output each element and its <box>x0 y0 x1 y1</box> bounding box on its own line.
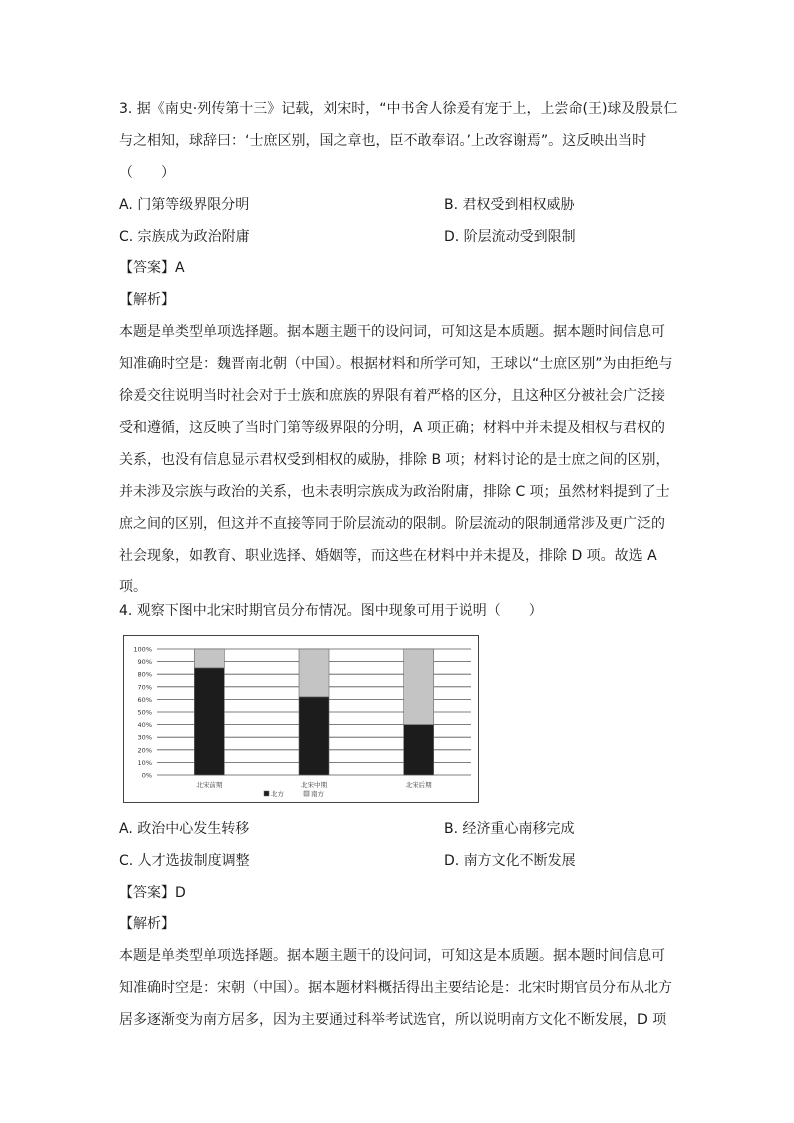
q4-analysis-line: 本题是单类型单项选择题。据本题主题干的设问词，可知这是本质题。据本题时间信息可 <box>119 948 665 964</box>
bar-segment-south <box>194 649 224 668</box>
q3-stem-line-1: 3. 据《南史·列传第十三》记载，刘宋时，“中书舍人徐爰有宠于上，上尝命(王)球及殷景仁 <box>119 101 678 117</box>
y-tick-label: 40% <box>137 721 152 730</box>
q4-option-d: D. 南方文化不断发展 <box>444 853 576 869</box>
y-tick-label: 20% <box>137 746 152 755</box>
q3-stem-line-2: 与之相知，球辞曰：‘士庶区别，国之章也，臣不敢奉诏。’上改容谢焉”。这反映出当时 <box>119 133 647 149</box>
q4-stem: 4. 观察下图中北宋时期官员分布情况。图中现象可用于说明（ ） <box>119 603 543 619</box>
legend-label: 南方 <box>311 790 324 798</box>
q3-option-c: C. 宗族成为政治附庸 <box>119 229 250 245</box>
chart-svg <box>124 636 480 804</box>
y-tick-label: 70% <box>137 683 152 692</box>
q4-option-a: A. 政治中心发生转移 <box>119 821 250 837</box>
q3-stem-line-3: （ ） <box>119 165 175 181</box>
y-tick-label: 100% <box>133 645 152 654</box>
q3-analysis-line: 受和遵循，这反映了当时门第等级界限的分明，A 项正确；材料中并未提及相权与君权的 <box>119 420 666 436</box>
q3-answer: 【答案】A <box>119 260 185 276</box>
legend-swatch-south <box>304 791 309 796</box>
q3-analysis-line: 庶之间的区别，但这并不直接等同于阶层流动的限制。阶层流动的限制通常涉及更广泛的 <box>119 516 665 532</box>
bar-segment-north <box>299 697 329 775</box>
bar-segment-south <box>404 649 434 725</box>
official-distribution-chart <box>123 635 479 803</box>
y-tick-label: 60% <box>137 695 152 704</box>
q3-analysis-line: 徐爰交往说明当时社会对于士族和庶族的界限有着严格的区分，且这种区分被社会广泛接 <box>119 388 665 404</box>
y-tick-label: 50% <box>137 708 152 717</box>
q4-analysis-line: 知准确时空是：宋朝（中国）。据本题材料概括得出主要结论是：北宋时期官员分布从北方 <box>119 980 672 996</box>
legend-swatch-north <box>264 791 269 796</box>
q3-option-d: D. 阶层流动受到限制 <box>444 229 576 245</box>
y-tick-label: 10% <box>137 758 152 767</box>
q3-option-b: B. 君权受到相权威胁 <box>444 197 575 213</box>
q3-option-a: A. 门第等级界限分明 <box>119 197 250 213</box>
bar-segment-north <box>194 668 224 775</box>
q3-analysis-line: 项。 <box>119 579 147 595</box>
q3-analysis-title: 【解析】 <box>119 292 175 308</box>
y-tick-label: 90% <box>137 658 152 667</box>
x-tick-label: 北宋后期 <box>405 781 432 789</box>
q3-analysis-line: 并未涉及宗族与政治的关系，也未表明宗族成为政治附庸，排除 C 项；虽然材料提到了士 <box>119 484 670 500</box>
q3-analysis-line: 关系，也没有信息显示君权受到相权的威胁，排除 B 项；材料讨论的是士庶之间的区别， <box>119 452 670 468</box>
y-tick-label: 0% <box>141 771 152 780</box>
y-tick-label: 80% <box>137 670 152 679</box>
bar-segment-south <box>299 649 329 697</box>
x-tick-label: 北宋前期 <box>196 781 223 789</box>
q3-analysis-line: 知准确时空是：魏晋南北朝（中国）。根据材料和所学可知，王球以“士庶区别”为由拒绝与 <box>119 356 673 372</box>
q3-analysis-line: 本题是单类型单项选择题。据本题主题干的设问词，可知这是本质题。据本题时间信息可 <box>119 324 665 340</box>
bar-segment-north <box>404 725 434 775</box>
x-tick-label: 北宋中期 <box>301 781 327 789</box>
q3-analysis-line: 社会现象，如教育、职业选择、婚姻等，而这些在材料中并未提及，排除 D 项。故选 A <box>119 548 657 564</box>
q4-option-b: B. 经济重心南移完成 <box>444 821 575 837</box>
q4-analysis-line: 居多逐渐变为南方居多，因为主要通过科举考试选官，所以说明南方文化不断发展，D 项 <box>119 1012 667 1028</box>
q4-option-c: C. 人才选拔制度调整 <box>119 853 250 869</box>
legend-label: 北方 <box>271 790 284 798</box>
q4-analysis-title: 【解析】 <box>119 916 175 932</box>
q4-answer: 【答案】D <box>119 885 186 901</box>
y-tick-label: 30% <box>137 733 152 742</box>
